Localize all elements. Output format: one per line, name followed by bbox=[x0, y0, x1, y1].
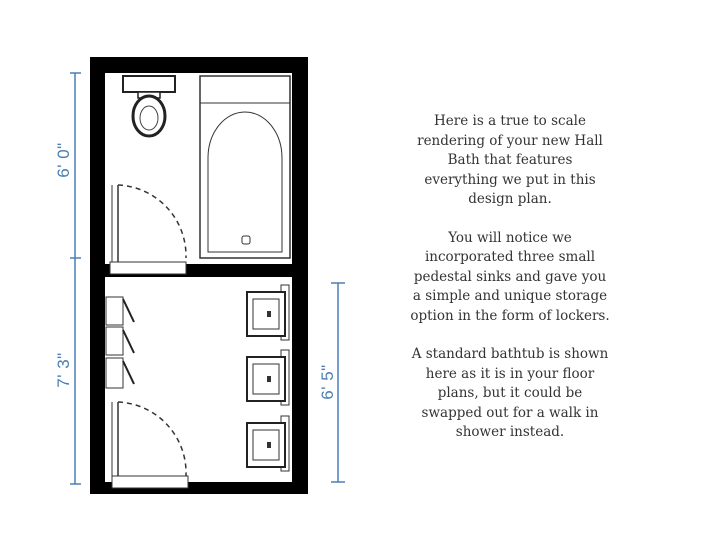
description-text bbox=[410, 112, 610, 462]
dimension-label-lower: 7' 3" bbox=[54, 352, 73, 388]
dimension-label-vanity: 6' 5" bbox=[318, 364, 337, 400]
lower-door-icon bbox=[112, 402, 188, 488]
lockers-icon bbox=[106, 297, 134, 388]
description-paragraph: A standard bathtub is shown here as it is in your floor plans, but it could be swapped out for a walk in shower instead. bbox=[411, 346, 609, 440]
sink-icon bbox=[247, 350, 289, 405]
toilet-icon bbox=[123, 76, 175, 136]
description-paragraph: Here is a true to scale rendering of your new Hall Bath that features everything we put in this design plan. bbox=[417, 113, 603, 207]
sink-icon bbox=[247, 285, 289, 340]
bathtub-icon bbox=[200, 76, 290, 258]
upper-door-icon bbox=[110, 185, 186, 274]
dimension-label-upper: 6' 0" bbox=[54, 142, 73, 178]
description-paragraph: You will notice we incorporated three small pedestal sinks and gave you a simple and unique storage option in the form of lockers. bbox=[410, 229, 610, 324]
sink-icon bbox=[247, 416, 289, 471]
